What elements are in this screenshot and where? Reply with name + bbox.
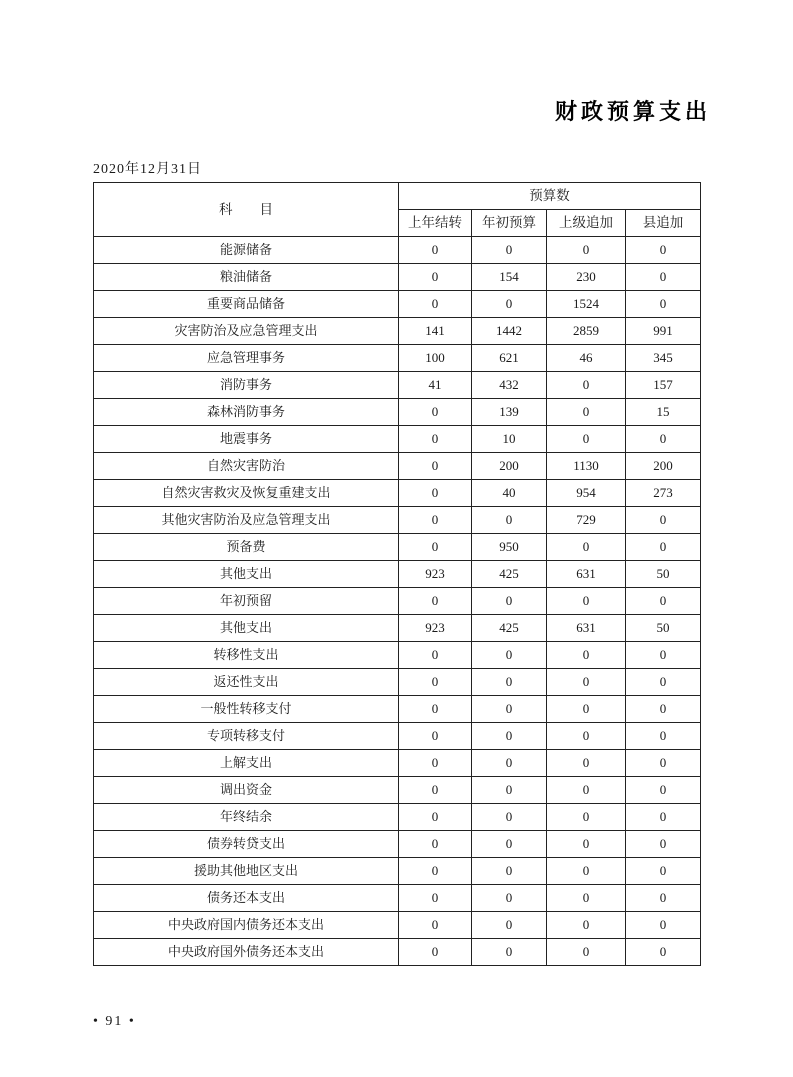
- subject-cell: 粮油储备: [94, 264, 399, 291]
- value-cell: 200: [626, 453, 701, 480]
- table-body: [94, 237, 701, 966]
- table-header: [94, 183, 701, 237]
- table-row: [94, 723, 701, 750]
- value-cell: 991: [626, 318, 701, 345]
- value-cell: 0: [399, 237, 472, 264]
- column-header-3: 县追加: [626, 210, 701, 237]
- value-cell: 954: [547, 480, 626, 507]
- table-row: [94, 237, 701, 264]
- value-cell: 0: [399, 939, 472, 966]
- value-cell: 923: [399, 561, 472, 588]
- value-cell: 2859: [547, 318, 626, 345]
- table-row: [94, 750, 701, 777]
- value-cell: 0: [547, 804, 626, 831]
- budget-group-header: 预算数: [399, 183, 701, 210]
- subject-cell: 应急管理事务: [94, 345, 399, 372]
- value-cell: 621: [472, 345, 547, 372]
- table-row: [94, 912, 701, 939]
- value-cell: 0: [472, 642, 547, 669]
- subject-cell: 其他支出: [94, 561, 399, 588]
- table-row: [94, 885, 701, 912]
- value-cell: 0: [626, 507, 701, 534]
- value-cell: 0: [547, 399, 626, 426]
- table-row: [94, 264, 701, 291]
- value-cell: 0: [472, 912, 547, 939]
- page-title: 财政预算支出: [554, 99, 711, 124]
- value-cell: 139: [472, 399, 547, 426]
- subject-cell: 消防事务: [94, 372, 399, 399]
- column-header-0: 上年结转: [399, 210, 472, 237]
- value-cell: 345: [626, 345, 701, 372]
- subject-cell: 调出资金: [94, 777, 399, 804]
- value-cell: 0: [399, 885, 472, 912]
- value-cell: 0: [626, 426, 701, 453]
- value-cell: 0: [399, 696, 472, 723]
- table-row: [94, 804, 701, 831]
- value-cell: 0: [547, 426, 626, 453]
- table-row: [94, 399, 701, 426]
- value-cell: 0: [472, 291, 547, 318]
- value-cell: 0: [399, 804, 472, 831]
- subject-cell: 预备费: [94, 534, 399, 561]
- table-row: [94, 561, 701, 588]
- value-cell: 0: [472, 777, 547, 804]
- value-cell: 0: [626, 777, 701, 804]
- value-cell: 425: [472, 615, 547, 642]
- value-cell: 0: [626, 858, 701, 885]
- value-cell: 0: [626, 696, 701, 723]
- value-cell: 0: [547, 723, 626, 750]
- value-cell: 0: [626, 264, 701, 291]
- value-cell: 0: [547, 588, 626, 615]
- subject-cell: 其他灾害防治及应急管理支出: [94, 507, 399, 534]
- value-cell: 0: [472, 858, 547, 885]
- value-cell: 0: [399, 642, 472, 669]
- table-row: [94, 669, 701, 696]
- table-row: [94, 939, 701, 966]
- subject-cell: 森林消防事务: [94, 399, 399, 426]
- table-row: [94, 345, 701, 372]
- value-cell: 0: [399, 912, 472, 939]
- value-cell: 1442: [472, 318, 547, 345]
- value-cell: 15: [626, 399, 701, 426]
- value-cell: 0: [399, 669, 472, 696]
- value-cell: 0: [399, 507, 472, 534]
- table-row: [94, 615, 701, 642]
- subject-cell: 地震事务: [94, 426, 399, 453]
- value-cell: 200: [472, 453, 547, 480]
- value-cell: 0: [399, 723, 472, 750]
- value-cell: 950: [472, 534, 547, 561]
- value-cell: 0: [399, 264, 472, 291]
- table-row: [94, 858, 701, 885]
- value-cell: 425: [472, 561, 547, 588]
- value-cell: 0: [472, 885, 547, 912]
- subject-cell: 能源储备: [94, 237, 399, 264]
- subject-cell: 重要商品储备: [94, 291, 399, 318]
- value-cell: 50: [626, 561, 701, 588]
- value-cell: 100: [399, 345, 472, 372]
- table-row: [94, 426, 701, 453]
- value-cell: 1524: [547, 291, 626, 318]
- table-row: [94, 372, 701, 399]
- header-row-group: [94, 183, 701, 210]
- value-cell: 50: [626, 615, 701, 642]
- value-cell: 46: [547, 345, 626, 372]
- value-cell: 41: [399, 372, 472, 399]
- value-cell: 0: [399, 858, 472, 885]
- value-cell: 0: [399, 750, 472, 777]
- value-cell: 0: [547, 750, 626, 777]
- subject-cell: 灾害防治及应急管理支出: [94, 318, 399, 345]
- subject-cell: 中央政府国外债务还本支出: [94, 939, 399, 966]
- value-cell: 0: [472, 750, 547, 777]
- value-cell: 40: [472, 480, 547, 507]
- value-cell: 157: [626, 372, 701, 399]
- report-date: 2020年12月31日: [93, 162, 202, 177]
- value-cell: 0: [547, 777, 626, 804]
- value-cell: 154: [472, 264, 547, 291]
- value-cell: 0: [547, 858, 626, 885]
- value-cell: 0: [626, 939, 701, 966]
- subject-cell: 专项转移支付: [94, 723, 399, 750]
- table-row: [94, 777, 701, 804]
- value-cell: 0: [626, 534, 701, 561]
- value-cell: 0: [626, 669, 701, 696]
- subject-cell: 返还性支出: [94, 669, 399, 696]
- value-cell: 0: [626, 291, 701, 318]
- value-cell: 0: [547, 939, 626, 966]
- value-cell: 141: [399, 318, 472, 345]
- table-row: [94, 291, 701, 318]
- value-cell: 0: [547, 534, 626, 561]
- subject-cell: 援助其他地区支出: [94, 858, 399, 885]
- value-cell: 0: [626, 750, 701, 777]
- subject-cell: 债券转贷支出: [94, 831, 399, 858]
- column-header-2: 上级追加: [547, 210, 626, 237]
- table-row: [94, 318, 701, 345]
- value-cell: 0: [547, 696, 626, 723]
- subject-cell: 中央政府国内债务还本支出: [94, 912, 399, 939]
- table-row: [94, 642, 701, 669]
- value-cell: 923: [399, 615, 472, 642]
- value-cell: 0: [547, 669, 626, 696]
- column-header-1: 年初预算: [472, 210, 547, 237]
- value-cell: 0: [472, 507, 547, 534]
- table-row: [94, 831, 701, 858]
- table-row: [94, 696, 701, 723]
- value-cell: 0: [626, 804, 701, 831]
- value-cell: 0: [472, 588, 547, 615]
- value-cell: 0: [399, 426, 472, 453]
- value-cell: 0: [547, 642, 626, 669]
- value-cell: 0: [399, 480, 472, 507]
- value-cell: 631: [547, 561, 626, 588]
- subject-cell: 年终结余: [94, 804, 399, 831]
- value-cell: 0: [626, 912, 701, 939]
- value-cell: 0: [547, 372, 626, 399]
- value-cell: 0: [547, 237, 626, 264]
- subject-cell: 自然灾害救灾及恢复重建支出: [94, 480, 399, 507]
- value-cell: 0: [399, 588, 472, 615]
- subject-cell: 上解支出: [94, 750, 399, 777]
- table-row: [94, 534, 701, 561]
- value-cell: 0: [399, 453, 472, 480]
- value-cell: 0: [547, 885, 626, 912]
- value-cell: 631: [547, 615, 626, 642]
- value-cell: 432: [472, 372, 547, 399]
- value-cell: 1130: [547, 453, 626, 480]
- value-cell: 0: [472, 804, 547, 831]
- table-row: [94, 588, 701, 615]
- value-cell: 0: [626, 642, 701, 669]
- value-cell: 0: [472, 831, 547, 858]
- table-row: [94, 480, 701, 507]
- value-cell: 0: [626, 723, 701, 750]
- value-cell: 0: [472, 237, 547, 264]
- value-cell: 230: [547, 264, 626, 291]
- value-cell: 0: [399, 291, 472, 318]
- value-cell: 273: [626, 480, 701, 507]
- value-cell: 0: [472, 939, 547, 966]
- subject-cell: 债务还本支出: [94, 885, 399, 912]
- value-cell: 0: [547, 831, 626, 858]
- value-cell: 10: [472, 426, 547, 453]
- value-cell: 0: [472, 669, 547, 696]
- page-number: • 91 •: [93, 1014, 136, 1029]
- value-cell: 729: [547, 507, 626, 534]
- value-cell: 0: [399, 399, 472, 426]
- value-cell: 0: [626, 831, 701, 858]
- subject-cell: 年初预留: [94, 588, 399, 615]
- value-cell: 0: [472, 696, 547, 723]
- table-row: [94, 507, 701, 534]
- subject-column-header: 科 目: [94, 183, 399, 237]
- subject-cell: 转移性支出: [94, 642, 399, 669]
- table-row: [94, 453, 701, 480]
- value-cell: 0: [626, 588, 701, 615]
- value-cell: 0: [547, 912, 626, 939]
- value-cell: 0: [626, 885, 701, 912]
- subject-cell: 其他支出: [94, 615, 399, 642]
- subject-cell: 自然灾害防治: [94, 453, 399, 480]
- value-cell: 0: [472, 723, 547, 750]
- value-cell: 0: [399, 777, 472, 804]
- subject-cell: 一般性转移支付: [94, 696, 399, 723]
- value-cell: 0: [626, 237, 701, 264]
- value-cell: 0: [399, 534, 472, 561]
- budget-table: [93, 182, 701, 966]
- value-cell: 0: [399, 831, 472, 858]
